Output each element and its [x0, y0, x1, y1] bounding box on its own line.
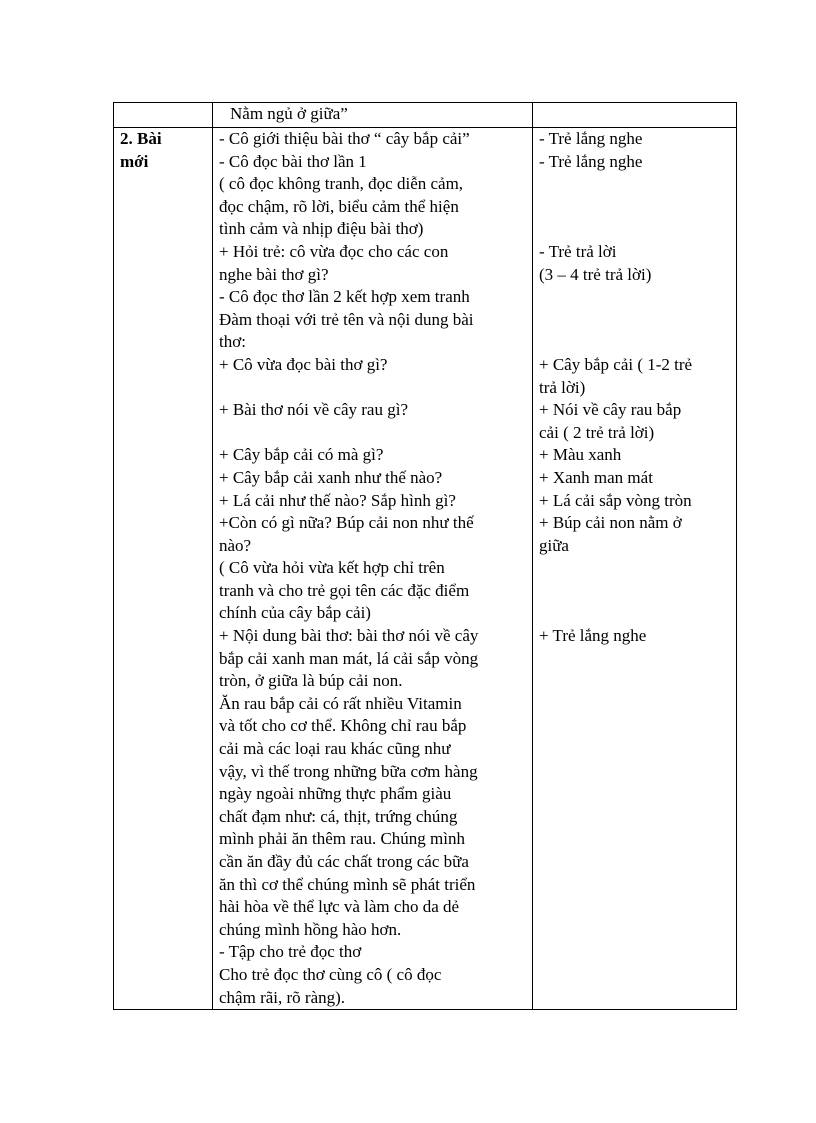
text-line: - Cô đọc thơ lần 2 kết hợp xem tranh: [219, 287, 470, 307]
text-line: thơ:: [219, 332, 246, 352]
text-line: + Cây bắp cải ( 1-2 trẻ: [539, 354, 693, 374]
child-activity-cell: [533, 103, 737, 128]
text-line: - Cô đọc bài thơ lần 1: [219, 151, 367, 171]
text-line: + Nội dung bài thơ: bài thơ nói về cây: [219, 626, 479, 646]
text-line: - Tập cho trẻ đọc thơ: [219, 942, 362, 962]
text-line: [539, 218, 736, 241]
text-line: ( cô đọc không tranh, đọc diễn cảm,: [219, 174, 464, 194]
text-line: ngày ngoài những thực phẩm giàu: [219, 784, 452, 804]
text-line: [539, 331, 736, 354]
text-line: ( Cô vừa hỏi vừa kết hợp chỉ trên: [219, 558, 445, 578]
text-line: [539, 309, 736, 332]
text-line: [539, 557, 736, 580]
text-line: [219, 377, 532, 400]
text-line: + Màu xanh: [539, 445, 622, 465]
text-line: + Lá cải như thế nào? Sắp hình gì?: [219, 490, 456, 510]
text-line: chúng mình hồng hào hơn.: [219, 919, 402, 939]
text-line: Cho trẻ đọc thơ cùng cô ( cô đọc: [219, 964, 442, 984]
text-line: + Hỏi trẻ: cô vừa đọc cho các con: [219, 241, 449, 261]
text-line: Nằm ngủ ở giữa”: [230, 104, 348, 123]
text-line: chính của cây bắp cải): [219, 603, 371, 623]
text-line: giữa: [539, 535, 569, 555]
text-line: chất đạm như: cá, thịt, trứng chúng: [219, 806, 458, 826]
text-line: [219, 422, 532, 445]
text-line: [539, 602, 736, 625]
text-line: + Cây bắp cải xanh như thế nào?: [219, 467, 443, 487]
text-line: - Trẻ trả lời: [539, 241, 617, 261]
text-line: + Xanh man mát: [539, 467, 653, 487]
text-line: [539, 286, 736, 309]
text-line: - Cô giới thiệu bài thơ “ cây bắp cải”: [219, 129, 470, 148]
text-line: [539, 580, 736, 603]
text-line: và tốt cho cơ thể. Không chỉ rau bắp: [219, 716, 467, 736]
text-line: + Nói về cây rau bắp: [539, 400, 682, 420]
text-line: cải mà các loại rau khác cũng như: [219, 739, 451, 759]
text-line: cần ăn đầy đủ các chất trong các bữa: [219, 852, 469, 871]
text-line: [539, 196, 736, 219]
text-line: + Lá cải sắp vòng tròn: [539, 490, 692, 510]
child-activity-cell: [533, 128, 737, 1010]
text-line: + Cô vừa đọc bài thơ gì?: [219, 354, 388, 374]
table-row: [114, 128, 737, 1010]
text-line: Đàm thoại với trẻ tên và nội dung bài: [219, 309, 474, 329]
text-line: tranh và cho trẻ gọi tên các đặc điểm: [219, 580, 470, 600]
text-line: chậm rãi, rõ ràng).: [219, 987, 346, 1007]
table-row: [114, 103, 737, 128]
text-line: tròn, ở giữa là búp cải non.: [219, 671, 403, 691]
text-line: + Cây bắp cải có mà gì?: [219, 445, 384, 465]
teacher-activity-cell: [213, 128, 533, 1010]
text-line: + Bài thơ nói về cây rau gì?: [219, 400, 408, 420]
text-line: [539, 173, 736, 196]
text-line: +Còn có gì nữa? Búp cải non như thế: [219, 513, 474, 533]
text-line: nào?: [219, 535, 252, 555]
text-line: mình phải ăn thêm rau. Chúng mình: [219, 829, 465, 849]
text-line: Ăn rau bắp cải có rất nhiều Vitamin: [219, 693, 462, 713]
text-line: bắp cải xanh man mát, lá cải sắp vòng: [219, 648, 479, 668]
text-line: cải ( 2 trẻ trả lời): [539, 422, 655, 442]
section-label: mới: [120, 151, 149, 171]
text-line: đọc chậm, rõ lời, biểu cảm thể hiện: [219, 196, 459, 216]
text-line: hài hòa về thể lực và làm cho da dẻ: [219, 897, 460, 917]
text-line: nghe bài thơ gì?: [219, 264, 329, 284]
text-line: tình cảm và nhịp điệu bài thơ): [219, 219, 424, 239]
text-line: vậy, vì thế trong những bữa cơm hàng: [219, 761, 478, 781]
text-line: (3 – 4 trẻ trả lời): [539, 264, 652, 284]
lesson-table: [113, 102, 737, 1010]
section-cell: [114, 103, 213, 128]
text-line: - Trẻ lắng nghe: [539, 151, 643, 171]
teacher-activity-cell: [213, 103, 533, 128]
text-line: trả lời): [539, 377, 586, 397]
text-line: ăn thì cơ thể chúng mình sẽ phát triển: [219, 874, 476, 894]
text-line: + Trẻ lắng nghe: [539, 626, 647, 646]
section-label: 2. Bài: [120, 129, 162, 148]
section-cell: [114, 128, 213, 1010]
text-line: + Búp cải non nằm ở: [539, 513, 682, 533]
text-line: - Trẻ lắng nghe: [539, 129, 643, 148]
